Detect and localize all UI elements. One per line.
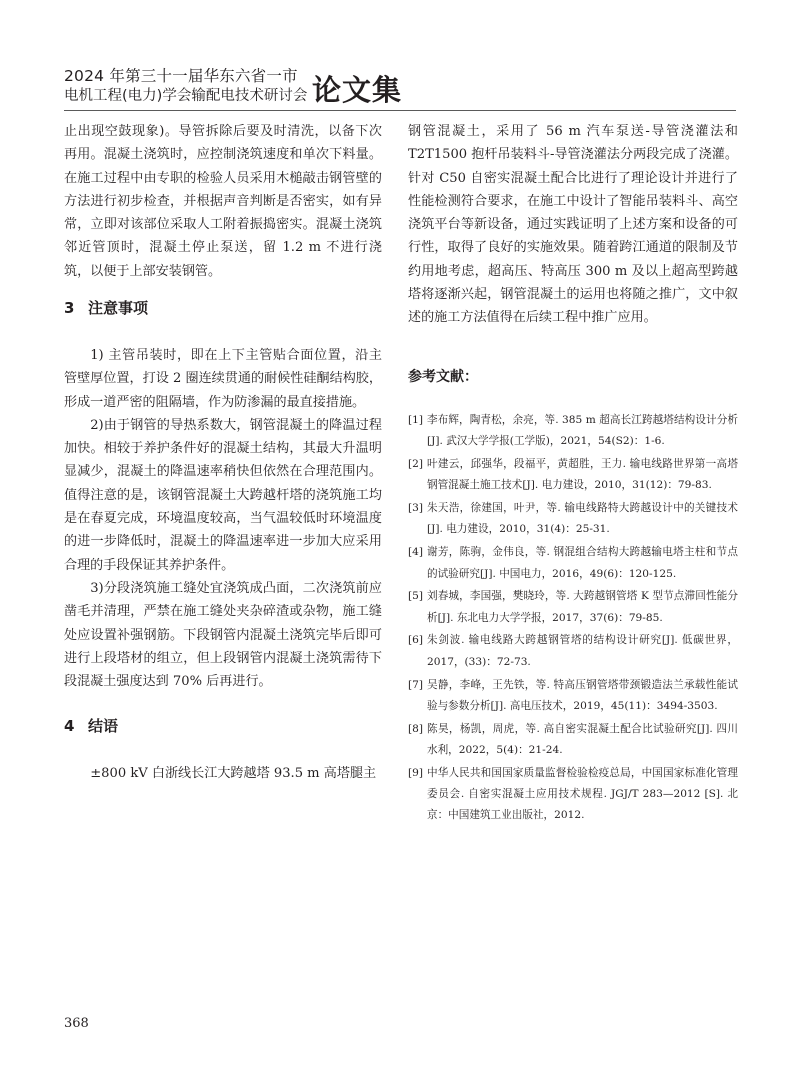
section-number: 4 — [64, 717, 75, 735]
reference-text: 谢芳，陈驹，金伟良，等. 钢混组合结构大跨越输电塔主柱和节点的试验研究[J]. 中国电力，2016，49(6)：120-125. — [427, 546, 738, 580]
reference-number: [8] — [408, 722, 424, 735]
header-rule — [64, 110, 736, 111]
body-paragraph: 1) 主管吊装时，即在上下主管贴合面位置，沿主管壁厚位置，打设 2 圈连续贯通的耐候性硅酮结构胶，形成一道严密的阻隔墙，作为防渗漏的最直接措施。 — [64, 348, 382, 410]
reference-item — [408, 454, 738, 497]
reference-number: [3] — [408, 502, 424, 515]
page-number: 368 — [64, 1016, 89, 1031]
body-paragraph: 止出现空鼓现象)。导管拆除后要及时清洗，以备下次再用。混凝土浇筑时，应控制浇筑速度和单次下料量。在施工过程中由专职的检验人员采用木槌敲击钢管壁的方法进行初步检查，并根据声音判断是否密实，如有异常，立即对该部位采取人工附着振捣密实。混凝土浇筑邻近管顶时，混凝土停止泵送，留 1.2 m 不进行浇筑，以便于上部安装钢管。 — [64, 124, 382, 279]
reference-text: 刘春城，李国强，樊晓玲，等. 大跨越钢管塔 K 型节点滞回性能分析[J]. 东北电力大学学报，2017，37(6)：79-85. — [427, 590, 738, 624]
reference-item — [408, 675, 738, 718]
body-paragraph: ±800 kV 白浙线长江大跨越塔 93.5 m 高塔腿主 — [90, 766, 377, 781]
reference-text: 吴静，李峰，王先铁，等. 特高压钢管塔带颈锻造法兰承载性能试验与参数分析[J]. 高电压技术，2019，45(11)：3494-3503. — [427, 678, 738, 712]
header-conference-line1: 2024 年第三十一届华东六省一市 — [64, 67, 298, 85]
construction-paragraph-end — [64, 120, 382, 283]
reference-item — [408, 410, 738, 453]
reference-item — [408, 630, 738, 673]
reference-number: [2] — [408, 458, 424, 471]
reference-item — [408, 763, 738, 827]
reference-number: [5] — [408, 590, 424, 603]
reference-number: [9] — [408, 766, 424, 779]
section-number: 3 — [64, 299, 75, 317]
reference-number: [4] — [408, 546, 424, 559]
section-title: 注意事项 — [88, 299, 149, 317]
header-proceedings-title: 论文集 — [312, 73, 403, 107]
reference-item — [408, 586, 738, 629]
conclusion-block — [64, 762, 382, 785]
body-paragraph: 3)分段浇筑施工缝处宜浇筑成凸面，二次浇筑前应凿毛并清理，严禁在施工缝处夹杂碎渣或杂物，施工缝处应设置补强钢筋。下段钢管内混凝土浇筑完毕后即可进行上段塔材的组立，但上段钢管内混凝土浇筑需待下段混凝土强度达到 70% 后再进行。 — [64, 580, 382, 690]
reference-text: 李布辉，陶青松，余亮，等. 385 m 超高长江跨越塔结构设计分析[J]. 武汉大学学报(工学版)，2021，54(S2)：1-6. — [427, 414, 738, 448]
reference-number: [1] — [408, 414, 424, 426]
references-heading: 参考文献： — [408, 369, 478, 385]
reference-number: [7] — [408, 678, 424, 691]
reference-text: 陈昊，杨凯，周虎，等. 高自密实混凝土配合比试验研究[J]. 四川水利，2022，5(4)：21-24. — [427, 722, 738, 756]
body-paragraph: 2)由于钢管的导热系数大，钢管混凝土的降温过程加快。相较于养护条件好的混凝土结构，其最大升温明显减少，混凝土的降温速率稍快但依然在合理范围内。值得注意的是，该钢管混凝土大跨越杆塔的浇筑施工均是在春夏完成，环境温度较高，当气温较低时环境温度的进一步降低时，混凝土的降温速率进一步加大应采用合理的手段保证其养护条件。 — [64, 417, 382, 573]
reference-text: 叶建云，邱强华，段福平，黄超胜，王力. 输电线路世界第一高塔钢管混凝土施工技术[J]. 电力建设，2010，31(12)：79-83. — [427, 458, 738, 492]
references-list — [408, 410, 738, 828]
running-header — [64, 64, 736, 110]
reference-item — [408, 498, 738, 541]
section-title: 结语 — [88, 717, 119, 735]
section-heading-3 — [64, 298, 148, 318]
reference-text: 朱剑波. 输电线路大跨越钢管塔的结构设计研究[J]. 低碳世界，2017，(33)：72-73. — [427, 634, 738, 668]
reference-number: [6] — [408, 634, 424, 647]
section-heading-4 — [64, 716, 118, 736]
reference-text: 中华人民共和国国家质量监督检验检疫总局，中国国家标准化管理委员会. 自密实混凝土应用技术规程. JGJ/T 283—2012 [S]. 北京：中国建筑工业出版社，2012. — [427, 766, 738, 822]
reference-item — [408, 719, 738, 762]
reference-text: 朱天浩，徐建国，叶尹，等. 输电线路特大跨越设计中的关键技术[J]. 电力建设，2010，31(4)：25-31. — [427, 502, 738, 536]
reference-item — [408, 542, 738, 585]
precautions-block — [64, 344, 382, 693]
conclusion-paragraph-continued: 钢管混凝土，采用了 56 m 汽车泵送-导管浇灌法和 T2T1500 抱杆吊装料斗-导管浇灌法分两段完成了浇灌。针对 C50 自密实混凝土配合比进行了理论设计并进行了性能检测符合要求，在施工中设计了智能吊装料斗、高空浇筑平台等新设备，通过实践证明了上述方案和设备的可行性，取得了良好的实施效果。随着跨江通道的限制及节约用地考虑，超高压、特高压 300 m 及以上超高型跨越塔将逐渐兴起，钢管混凝土的运用也将随之推广，文中叙述的施工方法值得在后续工程中推广应用。 — [408, 124, 738, 326]
header-conference-line2: 电机工程(电力)学会输配电技术研讨会 — [64, 88, 308, 104]
